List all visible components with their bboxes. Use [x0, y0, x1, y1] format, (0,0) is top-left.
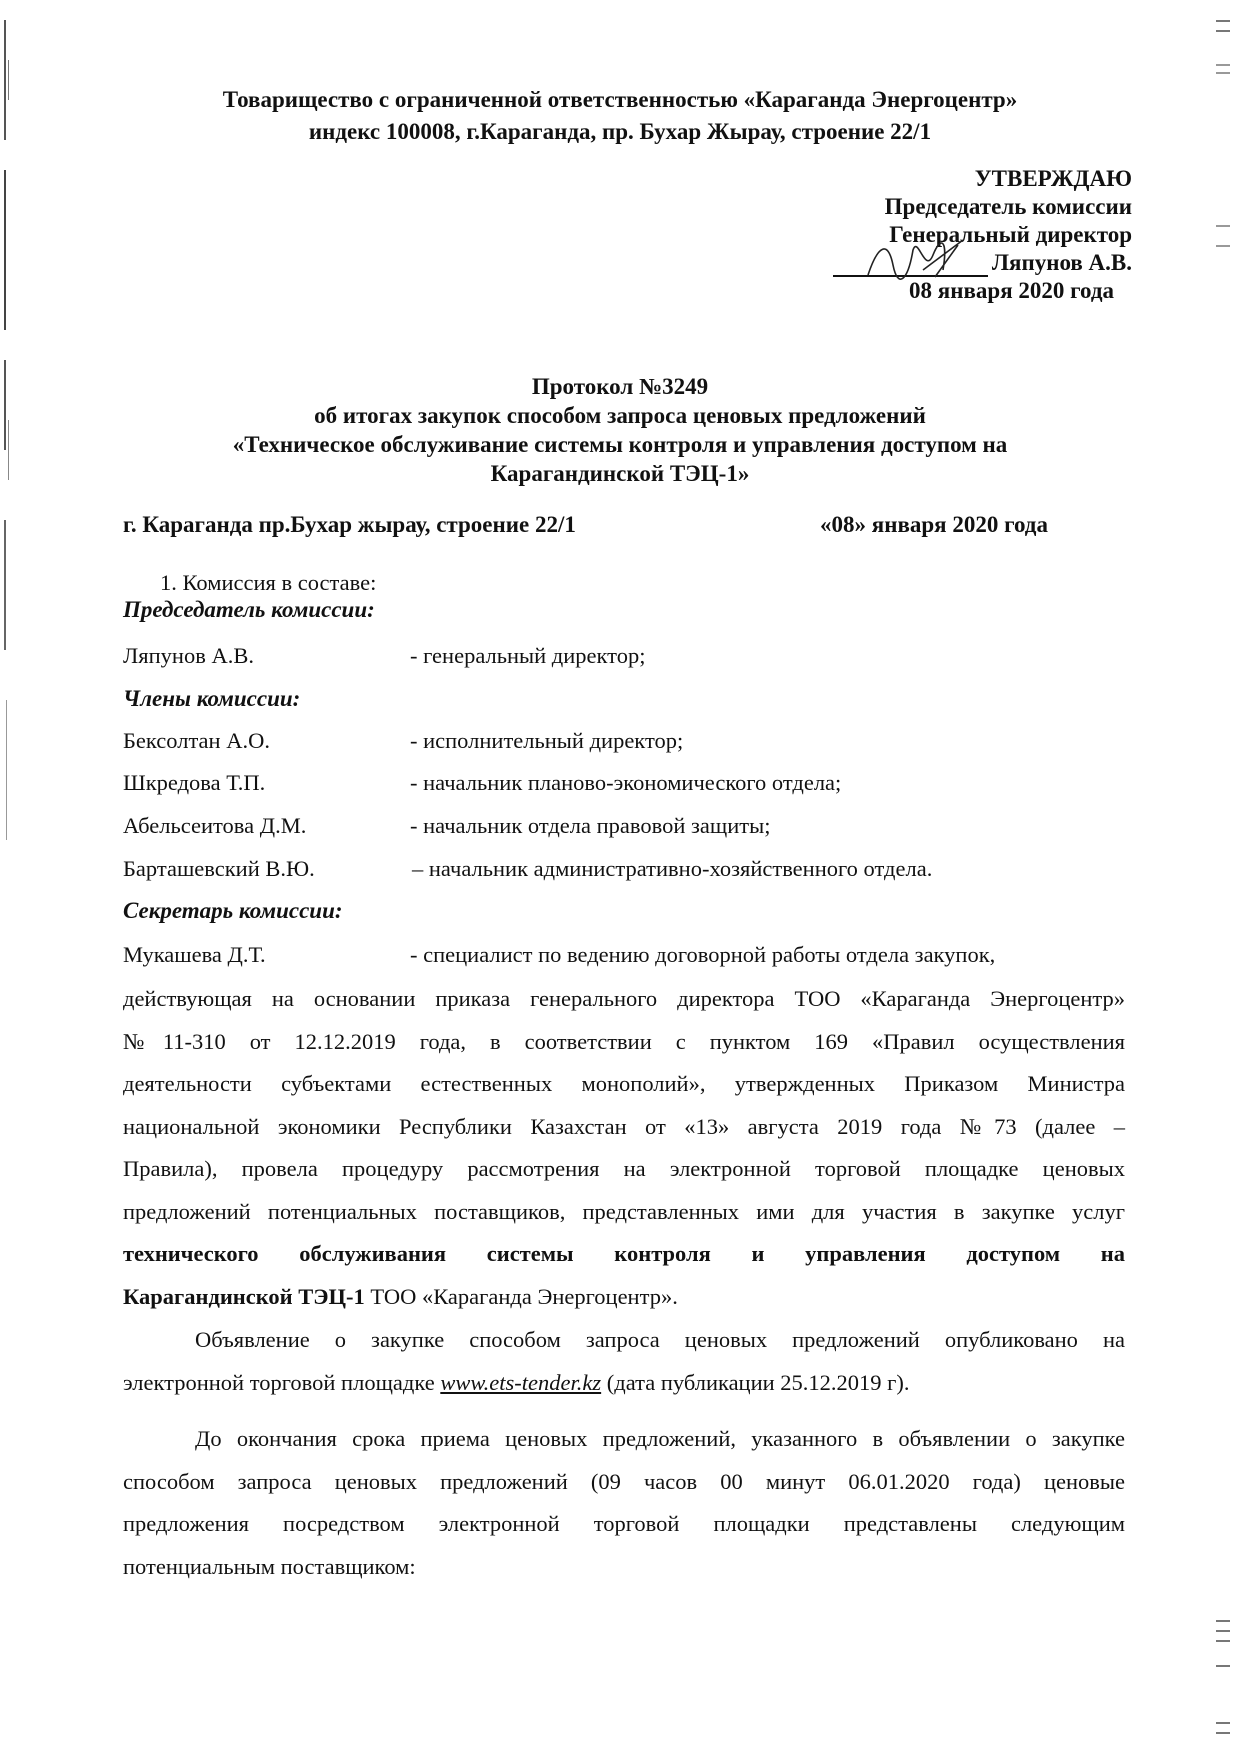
paragraph-line: Объявление о закупке способом запроса ценовых предложений опубликовано на	[195, 1327, 1125, 1352]
member-position: - начальник отдела правовой защиты;	[410, 813, 771, 838]
secretary-name: Мукашева Д.Т.	[123, 942, 266, 967]
secretary-header: Секретарь комиссии:	[123, 898, 343, 923]
paragraph-line: №11-310 от 12.12.2019 года, в соответствии с пунктом 169 «Правил осуществления	[123, 1028, 1125, 1054]
approve-heading: УТВЕРЖДАЮ	[974, 166, 1132, 191]
paragraph-line: потенциальным поставщиком:	[123, 1553, 416, 1579]
paragraph-line: предложений потенциальных поставщиков, представленных ими для участия в закупке услуг	[123, 1198, 1125, 1224]
organization-header	[0, 84, 1240, 148]
member-name: Барташевский В.Ю.	[123, 856, 315, 881]
chair-position: - генеральный директор;	[410, 643, 646, 668]
title-line-1: Протокол №3249	[531, 374, 709, 399]
paragraph-bold-object: Карагандинской ТЭЦ-1	[123, 1283, 365, 1309]
paragraph-line-rest: ТОО «Караганда Энергоцентр».	[364, 1283, 678, 1309]
paragraph-line-post: (дата публикации 25.12.2019 г).	[601, 1369, 910, 1395]
commission-intro: 1. Комиссия в составе:	[160, 570, 377, 595]
approve-date: 08 января 2020 года	[909, 278, 1114, 303]
title-line-4: Карагандинской ТЭЦ-1»	[490, 461, 750, 486]
signature-line	[833, 255, 988, 277]
secretary-position: - специалист по ведению договорной работы отдела закупок,	[410, 942, 996, 967]
paragraph-line: Правила), провела процедуру рассмотрения на электронной торговой площадке ценовых	[123, 1156, 1125, 1181]
member-position: - начальник планово-экономического отдела;	[410, 770, 842, 795]
members-header: Члены комиссии:	[123, 686, 301, 711]
paragraph-line: деятельности субъектами естественных монополий», утвержденных Приказом Министра	[123, 1071, 1125, 1096]
tender-site-link[interactable]: www.ets-tender.kz	[440, 1369, 602, 1395]
organization-address: индекс 100008, г.Караганда, пр. Бухар Жырау, строение 22/1	[308, 119, 932, 144]
paragraph-basis	[123, 978, 1125, 1318]
paragraph-line: способом запроса ценовых предложений (09 часов 00 минут 06.01.2020 года) ценовые	[123, 1468, 1125, 1494]
protocol-title	[0, 372, 1240, 488]
paragraph-line: предложения посредством электронной торговой площадки представлены следующим	[123, 1511, 1125, 1536]
organization-name: Товарищество с ограниченной ответственностью «Караганда Энергоцентр»	[222, 87, 1018, 112]
approve-signer: Ляпунов А.В.	[991, 250, 1132, 275]
member-position: – начальник административно-хозяйственного отдела.	[412, 856, 933, 881]
approval-block	[833, 165, 1132, 305]
paragraph-line: действующая на основании приказа генерального директора ТОО «Караганда Энергоцентр»	[123, 986, 1125, 1011]
chair-name: Ляпунов А.В.	[123, 643, 254, 668]
approve-position: Генеральный директор	[889, 222, 1132, 247]
chair-header: Председатель комиссии:	[123, 597, 375, 622]
member-position: - исполнительный директор;	[410, 728, 684, 753]
paragraph-deadline	[123, 1418, 1125, 1588]
scan-margin-right	[1210, 0, 1240, 1754]
paragraph-line: До окончания срока приема ценовых предложений, указанного в объявлении о закупке	[195, 1426, 1125, 1451]
scan-margin-left	[0, 0, 14, 1754]
protocol-date: «08» января 2020 года	[820, 512, 1048, 537]
protocol-place: г. Караганда пр.Бухар жырау, строение 22/1	[123, 512, 576, 537]
paragraph-line: национальной экономики Республики Казахстан от «13» августа 2019 года №73 (далее –	[123, 1113, 1125, 1139]
member-name: Абельсеитова Д.М.	[123, 813, 307, 838]
paragraph-line-pre: электронной торговой площадке	[123, 1369, 441, 1395]
paragraph-line-bold: технического обслуживания системы контроля и управления доступом на	[123, 1241, 1125, 1266]
paragraph-announcement	[123, 1319, 1125, 1404]
title-line-3: «Техническое обслуживание системы контроля и управления доступом на	[232, 432, 1008, 457]
title-line-2: об итогах закупок способом запроса ценовых предложений	[314, 403, 926, 428]
approve-chair: Председатель комиссии	[884, 194, 1132, 219]
member-name: Шкредова Т.П.	[123, 770, 266, 795]
signature-image	[863, 235, 973, 285]
member-name: Бексолтан А.О.	[123, 728, 270, 753]
